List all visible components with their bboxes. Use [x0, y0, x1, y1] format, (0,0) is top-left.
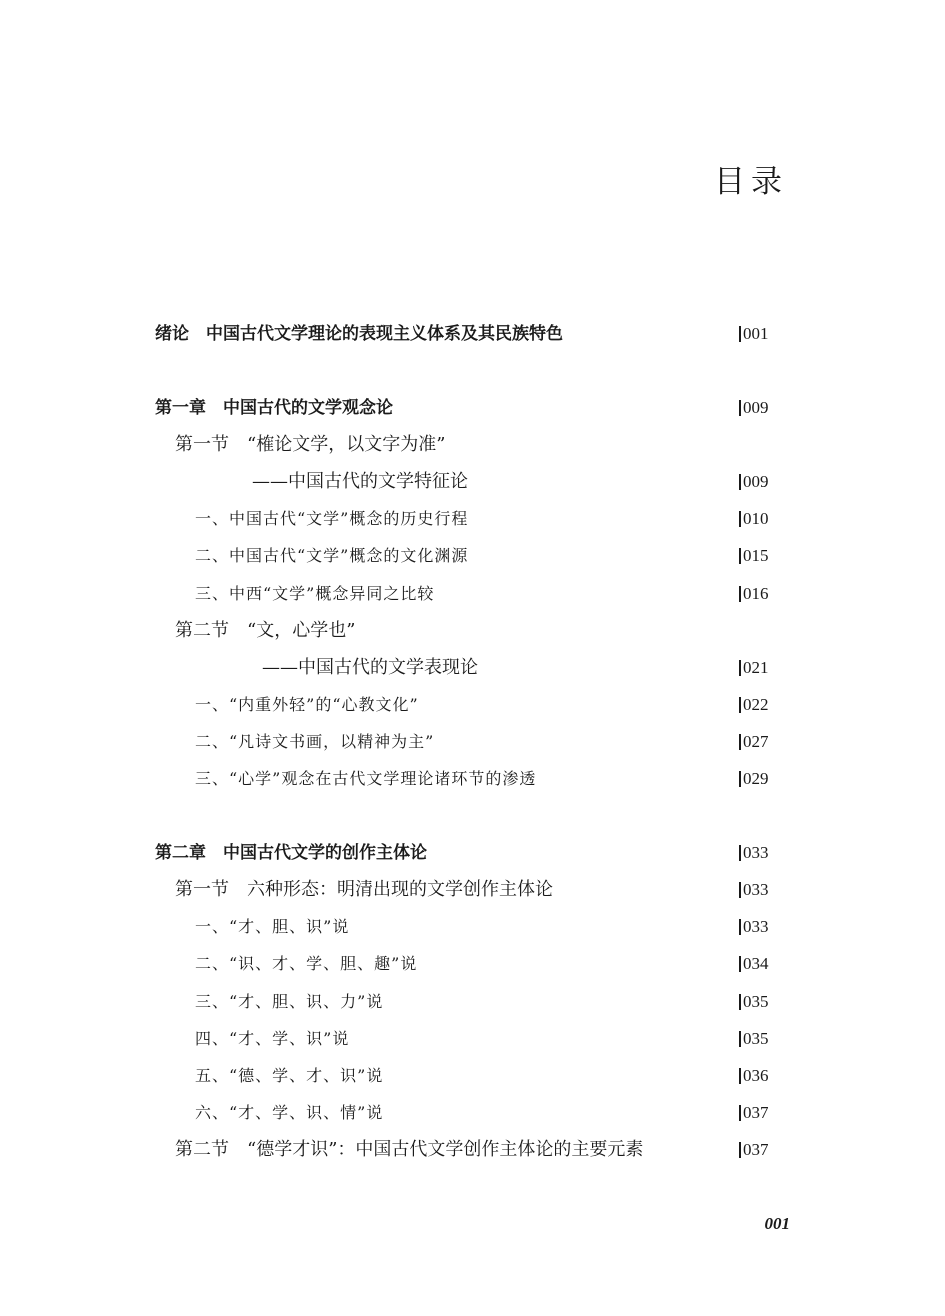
toc-entry-title: 一、“内重外轻”的“心教文化”	[195, 695, 419, 714]
toc-page-number: 034	[743, 954, 769, 973]
toc-page-number: 033	[743, 917, 769, 936]
page-separator	[739, 1031, 741, 1047]
toc-entry-title: 第二节 “德学才识”：中国古代文学创作主体论的主要元素	[175, 1139, 644, 1160]
toc-entry[interactable]	[155, 724, 791, 760]
toc-page-number: 037	[743, 1140, 769, 1159]
page-separator	[739, 1068, 741, 1084]
toc-entry-title: 三、“心学”观念在古代文学理论诸环节的渗透	[195, 769, 537, 788]
toc-page-number: 010	[743, 509, 769, 528]
toc-entry-title: 一、中国古代“文学”概念的历史行程	[195, 509, 469, 528]
page-separator	[739, 697, 741, 713]
toc-entry[interactable]	[155, 576, 791, 612]
toc-page-number: 016	[743, 584, 769, 603]
toc-page-number: 009	[743, 472, 769, 491]
page-separator	[739, 586, 741, 602]
toc-entry-title: 第一节 六种形态：明清出现的文学创作主体论	[175, 879, 553, 900]
toc-page-number: 036	[743, 1066, 769, 1085]
toc-entry-title: ——中国古代的文学表现论	[262, 657, 478, 678]
toc-entry-title: 二、中国古代“文学”概念的文化渊源	[195, 546, 469, 565]
toc-entry[interactable]	[155, 538, 791, 574]
toc-entry-title: 第一节 “榷论文学，以文字为准”	[175, 434, 446, 455]
toc-page-number: 029	[743, 769, 769, 788]
page-separator	[739, 1105, 741, 1121]
toc-entry[interactable]	[155, 687, 791, 723]
toc-entry[interactable]	[155, 1095, 791, 1131]
toc-entry[interactable]	[155, 390, 791, 426]
page-separator	[739, 474, 741, 490]
toc-entry-title: 三、“才、胆、识、力”说	[195, 992, 384, 1011]
page-title: 目录	[714, 164, 788, 200]
toc-entry-title: ——中国古代的文学特征论	[252, 471, 468, 492]
footer-page-number: 001	[764, 1214, 790, 1233]
page-separator	[739, 1142, 741, 1158]
page-separator	[739, 548, 741, 564]
page-separator	[739, 956, 741, 972]
toc-page-number: 001	[743, 324, 769, 343]
toc-entry[interactable]	[155, 650, 791, 686]
page-separator	[739, 326, 741, 342]
toc-entry[interactable]	[155, 316, 791, 352]
toc-entry-title: 绪论 中国古代文学理论的表现主义体系及其民族特色	[155, 324, 563, 344]
toc-entry[interactable]	[155, 464, 791, 500]
toc-page-number: 015	[743, 546, 769, 565]
toc-entry-title: 二、“凡诗文书画，以精神为主”	[195, 732, 435, 751]
toc-entry-title: 第一章 中国古代的文学观念论	[155, 398, 393, 418]
toc-entry-title: 二、“识、才、学、胆、趣”说	[195, 954, 418, 973]
toc-entry[interactable]	[155, 984, 791, 1020]
toc-page-number: 033	[743, 843, 769, 862]
toc-page-number: 022	[743, 695, 769, 714]
page-separator	[739, 919, 741, 935]
toc-entry[interactable]	[155, 1058, 791, 1094]
toc-page-number: 037	[743, 1103, 769, 1122]
toc-entry[interactable]	[155, 872, 791, 908]
toc-entry[interactable]	[155, 835, 791, 871]
toc-page-number: 009	[743, 398, 769, 417]
toc-entry[interactable]	[155, 761, 791, 797]
toc-page-number: 027	[743, 732, 769, 751]
page-separator	[739, 660, 741, 676]
toc-entry-title: 一、“才、胆、识”说	[195, 917, 350, 936]
page-separator	[739, 771, 741, 787]
toc-entry[interactable]	[155, 501, 791, 537]
toc-entry[interactable]	[155, 427, 791, 463]
toc-page-number: 033	[743, 880, 769, 899]
toc-entry-title: 五、“德、学、才、识”说	[195, 1066, 384, 1085]
toc-entry-title: 第二章 中国古代文学的创作主体论	[155, 843, 427, 863]
toc-entry-title: 四、“才、学、识”说	[195, 1029, 350, 1048]
toc-page-number: 035	[743, 992, 769, 1011]
page-separator	[739, 845, 741, 861]
page-separator	[739, 882, 741, 898]
toc-entry[interactable]	[155, 909, 791, 945]
toc-page-number: 035	[743, 1029, 769, 1048]
page-separator	[739, 734, 741, 750]
page-separator	[739, 400, 741, 416]
toc-entry[interactable]	[155, 1021, 791, 1057]
toc-entry-title: 三、中西“文学”概念异同之比较	[195, 584, 435, 603]
page-separator	[739, 511, 741, 527]
toc-entry-title: 六、“才、学、识、情”说	[195, 1103, 384, 1122]
toc-entry-title: 第二节 “文，心学也”	[175, 620, 356, 641]
toc-entry[interactable]	[155, 946, 791, 982]
toc-entry[interactable]	[155, 613, 791, 649]
toc-page-number: 021	[743, 658, 769, 677]
toc-entry[interactable]	[155, 1132, 791, 1168]
page-separator	[739, 994, 741, 1010]
